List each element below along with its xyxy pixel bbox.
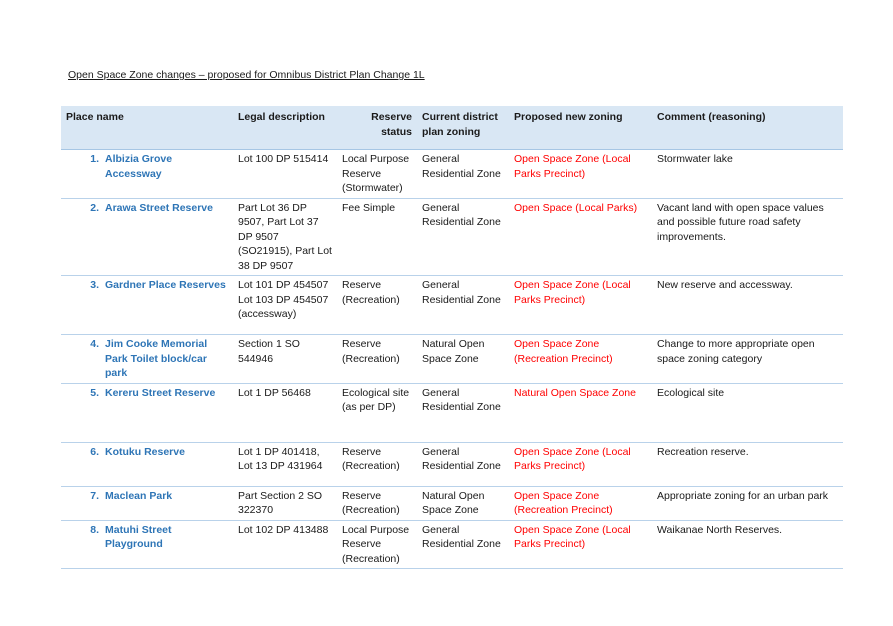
current-zoning-cell: General Residential Zone — [417, 150, 509, 199]
zone-changes-table — [61, 106, 843, 569]
proposed-zoning-cell: Open Space Zone (Local Parks Precinct) — [509, 520, 652, 569]
place-name: Gardner Place Reserves — [105, 279, 226, 291]
proposed-zoning-cell: Open Space (Local Parks) — [509, 198, 652, 276]
row-number: 4. — [90, 338, 99, 350]
legal-cell: Lot 101 DP 454507 Lot 103 DP 454507 (accessway) — [233, 276, 337, 335]
document-title: Open Space Zone changes – proposed for Omnibus District Plan Change 1L — [68, 69, 425, 81]
table-row — [61, 486, 843, 520]
comment-cell: Ecological site — [652, 383, 843, 442]
place-cell — [61, 442, 233, 486]
header-current-zoning: Current district plan zoning — [417, 106, 509, 150]
place-cell — [61, 335, 233, 384]
current-zoning-cell: Natural Open Space Zone — [417, 335, 509, 384]
current-zoning-cell: Natural Open Space Zone — [417, 486, 509, 520]
place-name: Matuhi Street Playground — [105, 523, 172, 550]
current-zoning-cell: General Residential Zone — [417, 442, 509, 486]
place-cell — [61, 198, 233, 276]
proposed-zoning-cell: Open Space Zone (Local Parks Precinct) — [509, 276, 652, 335]
row-number: 3. — [90, 279, 99, 291]
header-legal-description: Legal description — [233, 106, 337, 150]
current-zoning-cell: General Residential Zone — [417, 383, 509, 442]
legal-cell: Lot 100 DP 515414 — [233, 150, 337, 199]
legal-cell: Section 1 SO 544946 — [233, 335, 337, 384]
comment-cell: Stormwater lake — [652, 150, 843, 199]
place-name: Jim Cooke Memorial Park Toilet block/car park — [105, 338, 208, 379]
place-cell — [61, 520, 233, 569]
header-row — [61, 106, 843, 150]
header-proposed-zoning: Proposed new zoning — [509, 106, 652, 150]
comment-cell: Change to more appropriate open space zoning category — [652, 335, 843, 384]
row-number: 5. — [90, 386, 99, 399]
place-name: Albizia Grove Accessway — [105, 153, 173, 180]
current-zoning-cell: General Residential Zone — [417, 276, 509, 335]
proposed-zoning-cell: Open Space Zone (Local Parks Precinct) — [509, 150, 652, 199]
proposed-zoning-cell: Open Space Zone (Recreation Precinct) — [509, 335, 652, 384]
reserve-cell: Fee Simple — [337, 198, 417, 276]
header-place-name: Place name — [61, 106, 233, 150]
reserve-cell: Ecological site (as per DP) — [337, 383, 417, 442]
place-name: Maclean Park — [105, 489, 173, 502]
current-zoning-cell: General Residential Zone — [417, 520, 509, 569]
place-name: Kotuku Reserve — [105, 445, 185, 458]
reserve-cell: Local Purpose Reserve (Recreation) — [337, 520, 417, 569]
comment-cell: Vacant land with open space values and possible future road safety improvements. — [652, 198, 843, 276]
header-comment: Comment (reasoning) — [652, 106, 843, 150]
table-row — [61, 335, 843, 384]
place-cell — [61, 276, 233, 335]
row-number: 2. — [90, 201, 99, 214]
current-zoning-cell: General Residential Zone — [417, 198, 509, 276]
reserve-cell: Local Purpose Reserve (Stormwater) — [337, 150, 417, 199]
comment-cell: Waikanae North Reserves. — [652, 520, 843, 569]
table-row — [61, 383, 843, 442]
legal-cell: Part Section 2 SO 322370 — [233, 486, 337, 520]
proposed-zoning-cell: Natural Open Space Zone — [509, 383, 652, 442]
place-cell — [61, 383, 233, 442]
row-number: 1. — [90, 153, 99, 165]
row-number: 6. — [90, 445, 99, 458]
proposed-zoning-cell: Open Space Zone (Recreation Precinct) — [509, 486, 652, 520]
header-reserve-status: Reserve status — [337, 106, 417, 150]
table-row — [61, 198, 843, 276]
legal-cell: Lot 102 DP 413488 — [233, 520, 337, 569]
place-cell — [61, 150, 233, 199]
comment-cell: Recreation reserve. — [652, 442, 843, 486]
reserve-cell: Reserve (Recreation) — [337, 486, 417, 520]
row-number: 8. — [90, 523, 99, 536]
legal-cell: Lot 1 DP 401418, Lot 13 DP 431964 — [233, 442, 337, 486]
reserve-cell: Reserve (Recreation) — [337, 442, 417, 486]
place-name: Kereru Street Reserve — [105, 386, 216, 399]
comment-cell: New reserve and accessway. — [652, 276, 843, 335]
place-cell — [61, 486, 233, 520]
place-name: Arawa Street Reserve — [105, 201, 213, 214]
table-row — [61, 150, 843, 199]
legal-cell: Part Lot 36 DP 9507, Part Lot 37 DP 9507 (SO21915), Part Lot 38 DP 9507 — [233, 198, 337, 276]
table-row — [61, 442, 843, 486]
legal-cell: Lot 1 DP 56468 — [233, 383, 337, 442]
reserve-cell: Reserve (Recreation) — [337, 335, 417, 384]
proposed-zoning-cell: Open Space Zone (Local Parks Precinct) — [509, 442, 652, 486]
row-number: 7. — [90, 489, 99, 502]
comment-cell: Appropriate zoning for an urban park — [652, 486, 843, 520]
table-row — [61, 520, 843, 569]
reserve-cell: Reserve (Recreation) — [337, 276, 417, 335]
table-row — [61, 276, 843, 335]
